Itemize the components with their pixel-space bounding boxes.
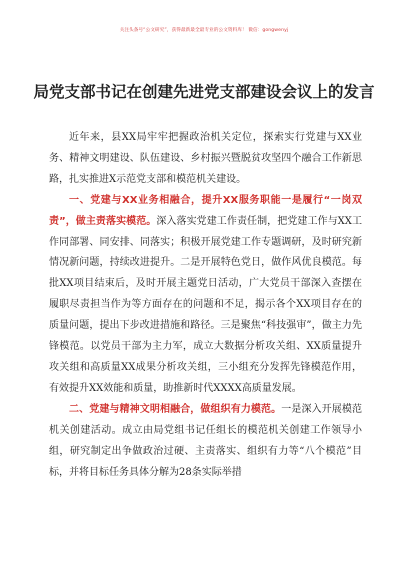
document-title: 局党支部书记在创建先进党支部建设会议上的发言 bbox=[33, 83, 375, 101]
paragraph-text: 深入落实党建工作责任制，把党建工作与XX工作同部署、同安排、同落实；积极开展党建工作专题调研，及时研究新情况新问题，持续改进提升。二是开展特色党日，做作风优良模范。每批XX项目结束后，及时开展主题党日活动，广大党员干部深入查摆在履职尽责担当作为等方面存在的问题和不足，揭示各个XX项目存在的质量问题，提出下步改进措施和路径。三是聚焦“科技强审”，做主力先锋模范。以党员干部为主力军，成立大数据分析攻关组、XX质量提升攻关组和高质量XX成果分析攻关组，三小组充分发挥先锋模范作用，有效提升XX效能和质量，助推新时代XXXX高质量发展。 bbox=[49, 215, 362, 394]
section-heading: 二、党建与精神文明相融合，做组织有力模范。 bbox=[69, 403, 282, 415]
section-heading: 一、党建与XX业务相融合，提升XX服务职能一是履行“一岗双责”，做主责落实模范。 bbox=[49, 194, 362, 227]
paragraph-text: 一是深入开展模范机关创建活动。成立由局党组书记任组长的模范机关创建工作领导小组，研究制定出争做政治过硬、主责落实、组织有力等“八个模范”目标，并将目标任务具体分解为28条实际举措 bbox=[49, 403, 363, 478]
paragraph-text: 近年来，县XX局牢牢把握政治机关定位，探索实行党建与XX业务、精神文明建设、队伍建设、乡村振兴暨脱贫攻坚四个融合工作新思路，扎实推进X示范党支部和模范机关建设。 bbox=[49, 132, 362, 185]
paragraph-section-1 bbox=[49, 191, 362, 400]
paragraph-intro bbox=[49, 128, 362, 191]
paragraph-section-2 bbox=[49, 400, 362, 484]
document-body bbox=[49, 128, 362, 483]
top-notice: 关注头条号“公文研究”，获得最新最全最专业的公文资料库！ 微信：gongwenyj bbox=[119, 28, 289, 33]
